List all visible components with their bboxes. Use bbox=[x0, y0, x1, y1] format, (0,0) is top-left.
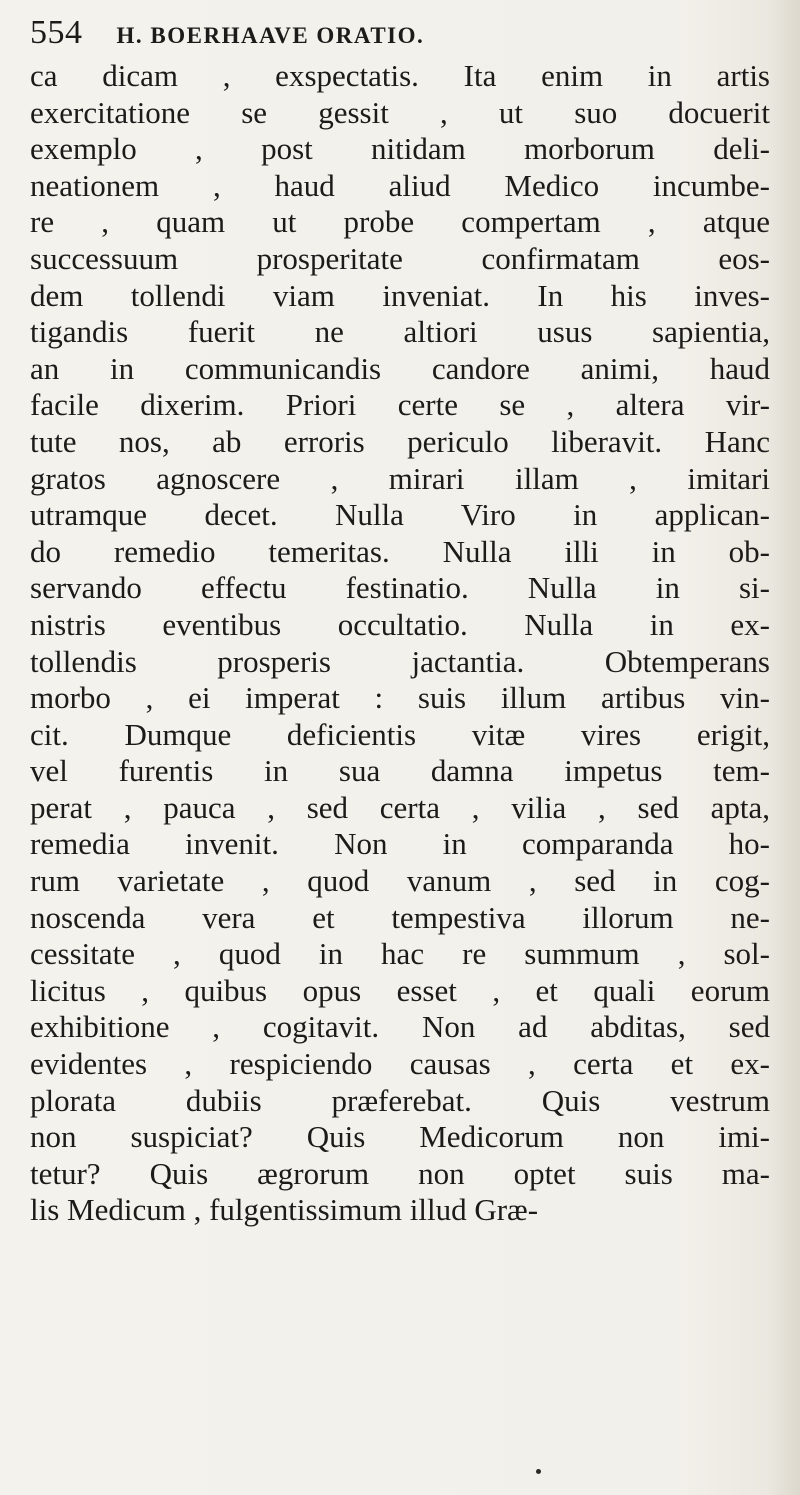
text-line: non suspiciat? Quis Medicorum non imi- bbox=[30, 1119, 770, 1155]
text-line: tute nos, ab erroris periculo liberavit. Hanc bbox=[30, 423, 770, 459]
text-line: morbo , ei imperat : suis illum artibus vin- bbox=[30, 680, 770, 716]
text-line: neationem , haud aliud Medico incumbe- bbox=[30, 167, 770, 203]
text-line: exercitatione se gessit , ut suo docuerit bbox=[30, 94, 770, 130]
text-line: dem tollendi viam inveniat. In his inves- bbox=[30, 277, 770, 313]
text-line: nistris eventibus occultatio. Nulla in ex- bbox=[30, 606, 770, 642]
text-line: lis Medicum , fulgentissimum illud Græ- bbox=[30, 1192, 539, 1228]
text-line: servando effectu festinatio. Nulla in si- bbox=[30, 570, 770, 606]
text-line: plorata dubiis præferebat. Quis vestrum bbox=[30, 1082, 770, 1118]
body-text bbox=[30, 58, 770, 1229]
page-number: 554 bbox=[30, 14, 83, 51]
text-line: ca dicam , exspectatis. Ita enim in artis bbox=[30, 58, 770, 93]
running-head-title: H. BOERHAAVE ORATIO. bbox=[116, 23, 425, 48]
running-head bbox=[30, 14, 770, 54]
text-line: exhibitione , cogitavit. Non ad abditas, sed bbox=[30, 1009, 770, 1045]
text-line: utramque decet. Nulla Viro in applican- bbox=[30, 497, 770, 533]
text-line: an in communicandis candore animi, haud bbox=[30, 350, 770, 386]
text-line: facile dixerim. Priori certe se , altera vir- bbox=[30, 387, 770, 423]
text-line: vel furentis in sua damna impetus tem- bbox=[30, 753, 770, 789]
text-line: remedia invenit. Non in comparanda ho- bbox=[30, 826, 770, 862]
text-line: gratos agnoscere , mirari illam , imitari bbox=[30, 460, 770, 496]
text-line: exemplo , post nitidam morborum deli- bbox=[30, 131, 770, 167]
text-line: perat , pauca , sed certa , vilia , sed apta, bbox=[30, 789, 770, 825]
text-line: tigandis fuerit ne altiori usus sapientia, bbox=[30, 314, 770, 350]
text-line: do remedio temeritas. Nulla illi in ob- bbox=[30, 533, 770, 569]
text-line: rum varietate , quod vanum , sed in cog- bbox=[30, 863, 770, 899]
text-line: cessitate , quod in hac re summum , sol- bbox=[30, 936, 770, 972]
text-line: successuum prosperitate confirmatam eos- bbox=[30, 240, 770, 276]
text-line: re , quam ut probe compertam , atque bbox=[30, 204, 770, 240]
text-line: tetur? Quis ægrorum non optet suis ma- bbox=[30, 1155, 770, 1191]
text-line: licitus , quibus opus esset , et quali eorum bbox=[30, 972, 770, 1008]
printer-mark bbox=[536, 1469, 541, 1474]
text-line: evidentes , respiciendo causas , certa et ex- bbox=[30, 1046, 770, 1082]
text-line: noscenda vera et tempestiva illorum ne- bbox=[30, 899, 770, 935]
text-line: cit. Dumque deficientis vitæ vires erigit, bbox=[30, 716, 770, 752]
text-line: tollendis prosperis jactantia. Obtemperans bbox=[30, 643, 770, 679]
